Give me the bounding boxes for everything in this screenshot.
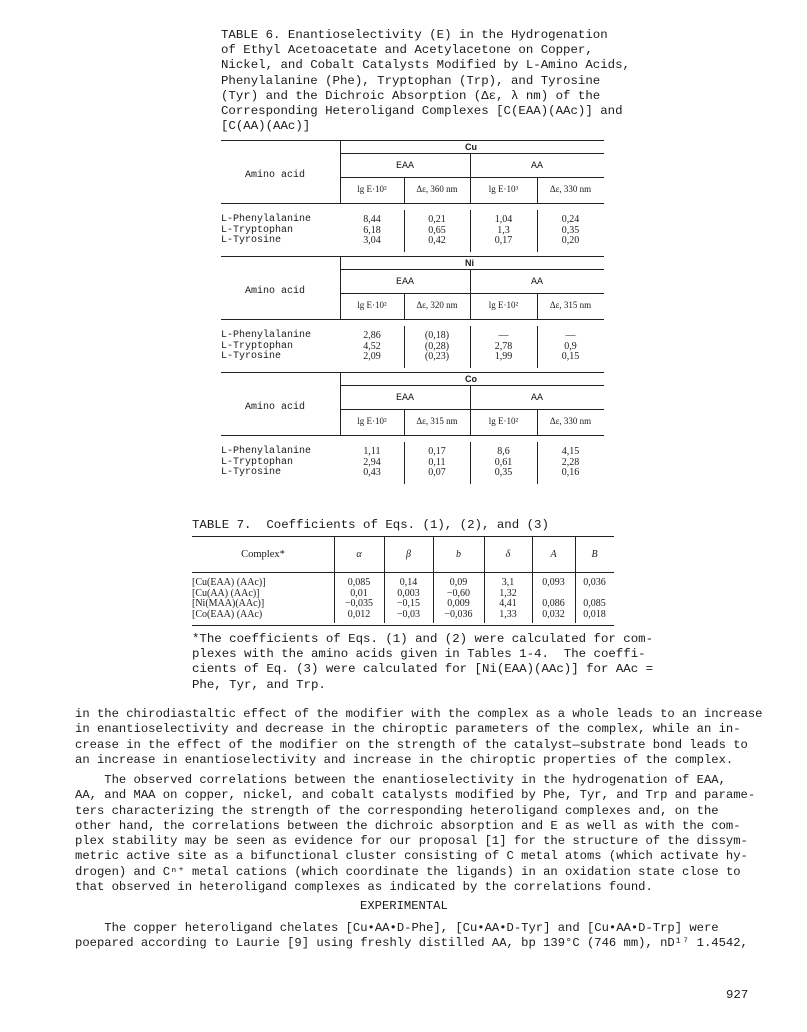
table6-col-header: lg E·10² <box>357 416 387 426</box>
table6-amino-acid-header: Amino acid <box>245 170 306 181</box>
table7-caption: TABLE 7. Coefficients of Eqs. (1), (2), and (3) <box>192 518 549 532</box>
table6-col-header: Δε, 320 nm <box>416 300 458 310</box>
table6-col-header: lg E·10² <box>488 416 519 426</box>
page-number: 927 <box>726 988 749 1002</box>
table6-col-header: Δε, 330 nm <box>549 184 592 194</box>
table6-caption: TABLE 6. Enantioselectivity (E) in the Hydrogenation of Ethyl Acetoacetate and Acetylacetone on Copper, Nickel, and Cobalt Catalysts Modified by L-Amino Acids, Phenylalanine (Phe), Tryptophan (Trp), and Tyrosine (Tyr) and the Dichroic Absorption (Δε, λ nm) of the Corresponding Heteroligand Complexes [C(EAA)(AAc)] and [C(AA)(AAc)] <box>221 28 630 134</box>
row-label: L-Tyrosine <box>221 351 282 362</box>
table6-data-column: 2,86 4,52 2,09 <box>363 330 381 362</box>
table6-group-aa: AA <box>530 161 543 172</box>
t7-col-b: 0,09 −0,60 0,009 −0,036 <box>444 577 473 620</box>
table6-data-column: 8,6 0,61 0,35 <box>494 446 513 478</box>
table6-data-column: 8,44 6,18 3,04 <box>363 214 381 246</box>
table6-data-column: (0,18) (0,28) (0,23) <box>424 330 450 362</box>
table6-data-column: 0,24 0,35 0,20 <box>561 214 580 246</box>
t7-header-beta: β <box>406 549 411 560</box>
table6-data-column: 1,04 1,3 0,17 <box>494 214 513 246</box>
body-paragraph-2: The observed correlations between the enantioselectivity in the hydrogenation of EAA, AA, and MAA on copper, nickel, and cobalt catalysts modified by Phe, Tyr, and Trp and parame- ters characterizing the strength of the corresponding heteroligand complexes and, on the other hand, the correlations between the dichroic absorption and E as well as with the com- plex stability may be seen as evidence for our proposal [1] for the structure of the dissym- metric active site as a bifunctional cluster consisting of C metal atoms (which activate hy- drogen) and Cⁿ⁺ metal cations (which coordinate the ligands) in an oxidation state close to that observed in heteroligand complexes as indicated by the correlations found. <box>75 773 756 895</box>
table6-row-labels <box>221 331 311 363</box>
row-label: L-Phenylalanine <box>221 330 312 341</box>
table6-col-header: lg E·10² <box>488 300 519 310</box>
t7-header-complex: Complex* <box>241 549 285 560</box>
table6-amino-acid-header: Amino acid <box>245 402 306 413</box>
row-label: L-Tryptophan <box>221 340 294 352</box>
table6-data-column: 0,17 0,11 0,07 <box>428 446 446 478</box>
table6-row-labels <box>221 215 311 247</box>
t7-header-delta: δ <box>505 549 511 560</box>
table6-amino-acid-header: Amino acid <box>245 286 306 297</box>
table6-col-header: Δε, 315 nm <box>549 300 592 310</box>
t7-col-A: 0,093 0,086 0,032 <box>542 577 565 620</box>
table6-data-column: — 0,9 0,15 <box>561 330 580 362</box>
t7-col-complex: [Cu(EAA) (AAc)] [Cu(AA) (AAc)] [Ni(MAA)(AAc)] [Co(EAA) (AAc) <box>192 577 266 620</box>
t7-header-alpha: α <box>356 549 362 560</box>
row-label: L-Phenylalanine <box>221 214 312 225</box>
row-label: L-Tryptophan <box>221 224 294 236</box>
t7-header-b: b <box>456 549 461 560</box>
table6-row-labels <box>221 447 311 479</box>
table6-group-eaa: EAA <box>395 277 414 288</box>
body-paragraph-3: The copper heteroligand chelates [Cu•AA•D-Phe], [Cu•AA•D-Tyr] and [Cu•AA•D-Trp] were poepared according to Laurie [9] using freshly distilled AA, bp 139°C (746 mm), nD¹⁷ 1.4542, <box>75 921 748 951</box>
row-label: L-Tyrosine <box>221 235 282 246</box>
table6-data-column: 0,21 0,65 0,42 <box>428 214 446 246</box>
t7-header-B: B <box>591 549 598 560</box>
table6-col-header: Δε, 330 nm <box>549 416 592 426</box>
row-label: L-Phenylalanine <box>221 446 312 457</box>
table6-col-header: Δε, 360 nm <box>416 184 458 194</box>
table6-data-column: 4,15 2,28 0,16 <box>561 446 580 478</box>
section-title: EXPERIMENTAL <box>360 899 448 913</box>
table6-group-eaa: EAA <box>395 161 414 172</box>
table6-col-header: Δε, 315 nm <box>416 416 458 426</box>
table6-group-eaa: EAA <box>395 393 414 404</box>
table7-footnote: *The coefficients of Eqs. (1) and (2) were calculated for com- plexes with the amino acids given in Tables 1-4. The coeffi- cients of Eq. (3) were calculated for [Ni(EAA)(AAc)] for AAc = Phe, Tyr, and Trp. <box>192 632 654 692</box>
t7-col-beta: 0,14 0,003 −0,15 −0,03 <box>396 577 421 620</box>
table6-col-header: lg E·10³ <box>488 184 519 194</box>
body-paragraph-1: in the chirodiastaltic effect of the modifier with the complex as a whole leads to an increase in enantioselectivity and decrease in the chiroptic parameters of the complex, while an in- crease in the effect of the modifier on the strength of the catalyst—substrate bond leads to an increase in enantioselectivity and increase in the chiroptic properties of the complex. <box>75 707 763 767</box>
table6-data-column: 1,11 2,94 0,43 <box>363 446 381 478</box>
table6-metal-label: Ni <box>465 258 474 268</box>
table6-data-column: — 2,78 1,99 <box>494 330 513 362</box>
t7-col-B: 0,036 0,085 0,018 <box>583 577 606 620</box>
t7-header-A: A <box>550 549 557 560</box>
t7-col-alpha: 0,085 0,01 −0,035 0,012 <box>344 577 374 620</box>
table6-metal-label: Cu <box>465 142 477 152</box>
table6-metal-label: Co <box>465 374 477 384</box>
table6-col-header: lg E·10² <box>357 184 387 194</box>
table6-group-aa: AA <box>530 393 543 404</box>
table6-group-aa: AA <box>530 277 543 288</box>
t7-col-delta: 3,1 1,32 4,41 1,33 <box>499 577 517 620</box>
table6-col-header: lg E·10² <box>357 300 387 310</box>
row-label: L-Tryptophan <box>221 456 294 468</box>
row-label: L-Tyrosine <box>221 467 282 478</box>
